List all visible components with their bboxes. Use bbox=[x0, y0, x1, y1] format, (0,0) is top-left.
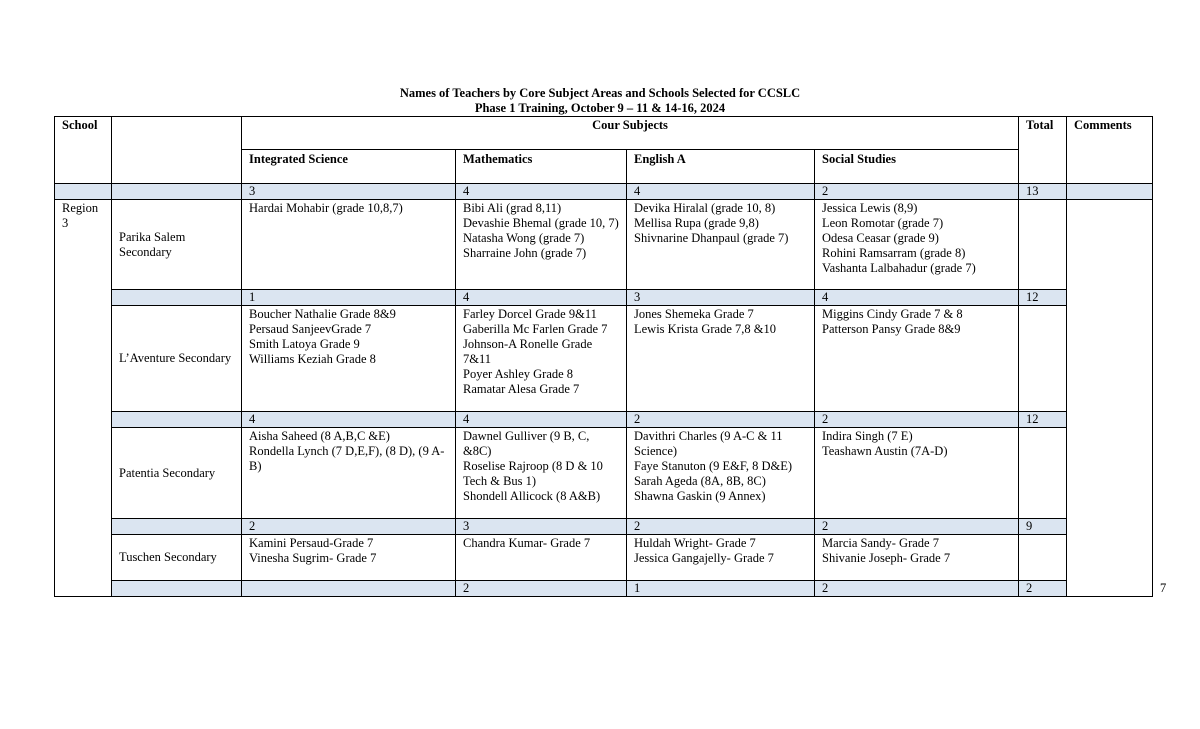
count-total: 12 bbox=[1019, 290, 1067, 306]
count-english: 2 bbox=[627, 519, 815, 535]
teacher-entry: Leon Romotar (grade 7) bbox=[822, 216, 944, 230]
teachers-math-cell bbox=[456, 535, 627, 581]
teacher-entry: Devika Hiralal (grade 10, 8) bbox=[634, 201, 776, 215]
teacher-entry: Marcia Sandy- Grade 7 bbox=[822, 536, 939, 550]
teacher-entry: Shondell Allicock (8 A&B) bbox=[463, 489, 601, 503]
teacher-entry: Smith Latoya Grade 9 bbox=[249, 337, 360, 351]
teacher-entry: Teashawn Austin (7A-D) bbox=[822, 444, 948, 458]
school-name: Patentia Secondary bbox=[112, 428, 242, 519]
teacher-entry: Davithri Charles (9 A-C & 11 Science) bbox=[634, 429, 783, 458]
teacher-entry: Shivanie Joseph- Grade 7 bbox=[822, 551, 951, 565]
teacher-entry: Indira Singh (7 E) bbox=[822, 429, 913, 443]
header-subject-english: English A bbox=[627, 150, 815, 184]
teacher-entry: Rondella Lynch (7 D,E,F), (8 D), (9 A-B) bbox=[249, 444, 445, 473]
teacher-entry: Roselise Rajroop (8 D & 10 Tech & Bus 1) bbox=[463, 459, 603, 488]
teachers-english-cell bbox=[627, 306, 815, 412]
count-science: 2 bbox=[456, 581, 627, 597]
teacher-entry: Sarah Ageda (8A, 8B, 8C) bbox=[634, 474, 766, 488]
teacher-entry: Chandra Kumar- Grade 7 bbox=[463, 536, 591, 550]
count-row bbox=[55, 412, 1153, 428]
teachers-social-cell bbox=[815, 306, 1019, 412]
count-empty-cell bbox=[112, 581, 242, 597]
school-row bbox=[55, 428, 1153, 519]
teacher-entry: Odesa Ceasar (grade 9) bbox=[822, 231, 939, 245]
teacher-entry: Miggins Cindy Grade 7 & 8 bbox=[822, 307, 963, 321]
teacher-entry: Devashie Bhemal (grade 10, 7) bbox=[463, 216, 619, 230]
count-science: 1 bbox=[242, 290, 456, 306]
teachers-science-cell bbox=[242, 306, 456, 412]
teachers-science-cell bbox=[242, 200, 456, 290]
count-english: 4 bbox=[627, 184, 815, 200]
teacher-entry: Patterson Pansy Grade 8&9 bbox=[822, 322, 961, 336]
teachers-science-cell bbox=[242, 535, 456, 581]
teacher-entry: Johnson-A Ronelle Grade 7&11 bbox=[463, 337, 593, 366]
count-math: 1 bbox=[627, 581, 815, 597]
teacher-entry: Jessica Gangajelly- Grade 7 bbox=[634, 551, 774, 565]
header-row-1 bbox=[55, 117, 1153, 150]
teachers-math-cell bbox=[456, 428, 627, 519]
header-school: School bbox=[55, 117, 112, 184]
count-row bbox=[55, 184, 1153, 200]
school-total-cell bbox=[1019, 306, 1067, 412]
teacher-entry: Gaberilla Mc Farlen Grade 7 bbox=[463, 322, 608, 336]
count-total: 12 bbox=[1019, 412, 1067, 428]
teachers-math-cell bbox=[456, 306, 627, 412]
teacher-entry: Shawna Gaskin (9 Annex) bbox=[634, 489, 766, 503]
school-name: L’Aventure Secondary bbox=[112, 306, 242, 412]
count-math: 3 bbox=[456, 519, 627, 535]
teacher-entry: Dawnel Gulliver (9 B, C, &8C) bbox=[463, 429, 590, 458]
school-total-cell bbox=[1019, 428, 1067, 519]
count-empty-cell bbox=[112, 519, 242, 535]
teachers-table bbox=[54, 116, 1167, 597]
teacher-entry: Farley Dorcel Grade 9&11 bbox=[463, 307, 597, 321]
count-social: 2 bbox=[1019, 581, 1067, 597]
count-science: 3 bbox=[242, 184, 456, 200]
count-total: 13 bbox=[1019, 184, 1067, 200]
count-science: 2 bbox=[242, 519, 456, 535]
count-empty-cell bbox=[242, 581, 456, 597]
count-row bbox=[55, 290, 1153, 306]
teacher-entry: Faye Stanuton (9 E&F, 8 D&E) bbox=[634, 459, 793, 473]
teachers-science-cell bbox=[242, 428, 456, 519]
teacher-entry: Vinesha Sugrim- Grade 7 bbox=[249, 551, 377, 565]
header-empty bbox=[112, 117, 242, 184]
count-total: 9 bbox=[1019, 519, 1067, 535]
teacher-entry: Rohini Ramsarram (grade 8) bbox=[822, 246, 966, 260]
count-row: 2 1 2 2 7 bbox=[55, 581, 1153, 597]
comments-cell bbox=[1067, 200, 1153, 597]
count-social: 2 bbox=[815, 184, 1019, 200]
school-row bbox=[55, 535, 1153, 581]
teacher-entry: Persaud SanjeevGrade 7 bbox=[249, 322, 372, 336]
teacher-entry: Hardai Mohabir (grade 10,8,7) bbox=[249, 201, 403, 215]
school-row bbox=[55, 200, 1153, 290]
title-line-2: Phase 1 Training, October 9 – 11 & 14-16, 2024 bbox=[474, 101, 726, 115]
teacher-entry: Lewis Krista Grade 7,8 &10 bbox=[634, 322, 776, 336]
region-cell: Region 3 bbox=[55, 200, 112, 597]
header-subjects-group: Cour Subjects bbox=[242, 117, 1019, 150]
count-english: 2 bbox=[627, 412, 815, 428]
school-row bbox=[55, 306, 1153, 412]
count-empty-cell bbox=[112, 412, 242, 428]
header-subject-math: Mathematics bbox=[456, 150, 627, 184]
school-name: Tuschen Secondary bbox=[112, 535, 242, 581]
teacher-entry: Ramatar Alesa Grade 7 bbox=[463, 382, 580, 396]
count-empty-cell bbox=[112, 184, 242, 200]
header-comments: Comments bbox=[1067, 117, 1153, 184]
count-math: 4 bbox=[456, 184, 627, 200]
teacher-entry: Aisha Saheed (8 A,B,C &E) bbox=[249, 429, 390, 443]
count-social: 2 bbox=[815, 519, 1019, 535]
school-total-cell bbox=[1019, 535, 1067, 581]
teacher-entry: Mellisa Rupa (grade 9,8) bbox=[634, 216, 759, 230]
teacher-entry: Boucher Nathalie Grade 8&9 bbox=[249, 307, 396, 321]
teachers-english-cell bbox=[627, 535, 815, 581]
count-empty-cell bbox=[55, 184, 112, 200]
school-name: Parika Salem Secondary bbox=[112, 200, 242, 290]
header-subject-science: Integrated Science bbox=[242, 150, 456, 184]
teachers-social-cell bbox=[815, 535, 1019, 581]
count-social: 4 bbox=[815, 290, 1019, 306]
count-row bbox=[55, 519, 1153, 535]
teachers-math-cell bbox=[456, 200, 627, 290]
count-social: 2 bbox=[815, 412, 1019, 428]
header-total: Total bbox=[1019, 117, 1067, 184]
teacher-entry: Poyer Ashley Grade 8 bbox=[463, 367, 574, 381]
teacher-entry: Kamini Persaud-Grade 7 bbox=[249, 536, 374, 550]
count-math: 4 bbox=[456, 290, 627, 306]
teacher-entry: Vashanta Lalbahadur (grade 7) bbox=[822, 261, 976, 275]
teacher-entry: Bibi Ali (grad 8,11) bbox=[463, 201, 562, 215]
count-english: 2 bbox=[815, 581, 1019, 597]
teacher-entry: Williams Keziah Grade 8 bbox=[249, 352, 376, 366]
teacher-entry: Shivnarine Dhanpaul (grade 7) bbox=[634, 231, 789, 245]
teachers-english-cell bbox=[627, 200, 815, 290]
title-line-1: Names of Teachers by Core Subject Areas and Schools Selected for CCSLC bbox=[399, 86, 801, 100]
count-empty-cell bbox=[112, 290, 242, 306]
document-title bbox=[0, 86, 1200, 116]
count-science: 4 bbox=[242, 412, 456, 428]
count-english: 3 bbox=[627, 290, 815, 306]
teacher-entry: Jessica Lewis (8,9) bbox=[822, 201, 918, 215]
count-math: 4 bbox=[456, 412, 627, 428]
teachers-social-cell bbox=[815, 200, 1019, 290]
teachers-english-cell bbox=[627, 428, 815, 519]
school-total-cell bbox=[1019, 200, 1067, 290]
teacher-entry: Jones Shemeka Grade 7 bbox=[634, 307, 754, 321]
teacher-entry: Sharraine John (grade 7) bbox=[463, 246, 587, 260]
count-comment-cell bbox=[1067, 184, 1153, 200]
teacher-entry: Natasha Wong (grade 7) bbox=[463, 231, 585, 245]
teacher-entry: Huldah Wright- Grade 7 bbox=[634, 536, 756, 550]
header-subject-social: Social Studies bbox=[815, 150, 1019, 184]
teachers-social-cell bbox=[815, 428, 1019, 519]
